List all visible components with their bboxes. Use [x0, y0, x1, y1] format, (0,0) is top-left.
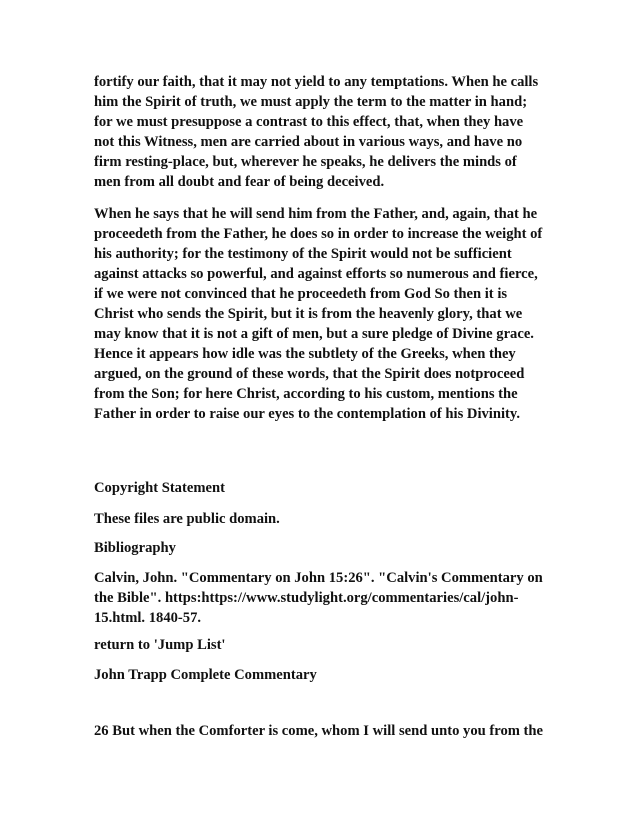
body-paragraph-1: fortify our faith, that it may not yield to any temptations. When he calls him the Spirit of truth, we must apply the term to the matter in hand; for we must presuppose a contrast to this effect, that, when they have not this Witness, men are carried about in various ways, and have no firm resting-place, but, wherever he speaks, he delivers the minds of men from all doubt and fear of being deceived.: [94, 74, 539, 190]
return-to-jump-list-link[interactable]: return to 'Jump List': [94, 637, 226, 653]
copyright-heading: Copyright Statement: [94, 480, 225, 496]
copyright-text: These files are public domain.: [94, 511, 280, 527]
body-paragraph-2: When he says that he will send him from the Father, and, again, that he proceedeth from the Father, he does so in order to increase the weight of his authority; for the testimony of the Spirit would not be sufficient against attacks so powerful, and against efforts so numerous and fierce, if we were not convinced that he proceedeth from God So then it is Christ who sends the Spirit, but it is from the heavenly glory, that we may know that it is not a gift of men, but a sure pledge of Divine grace. Hence it appears how idle was the subtlety of the Greeks, when they argued, on the ground of these words, that the Spirit does notproceed from the Son; for here Christ, according to his custom, mentions the Father in order to raise our eyes to the contemplation of his Divinity.: [94, 206, 543, 422]
bibliography-heading: Bibliography: [94, 540, 176, 556]
next-commentary-heading: John Trapp Complete Commentary: [94, 667, 317, 683]
commentary-body: [94, 72, 554, 436]
bibliography-citation: Calvin, John. "Commentary on John 15:26". "Calvin's Commentary on the Bible". https:https://www.studylight.org/commentaries/cal/john- 15.html. 1840-57.: [94, 570, 543, 626]
verse-text: 26 But when the Comforter is come, whom I will send unto you from the: [94, 723, 544, 739]
